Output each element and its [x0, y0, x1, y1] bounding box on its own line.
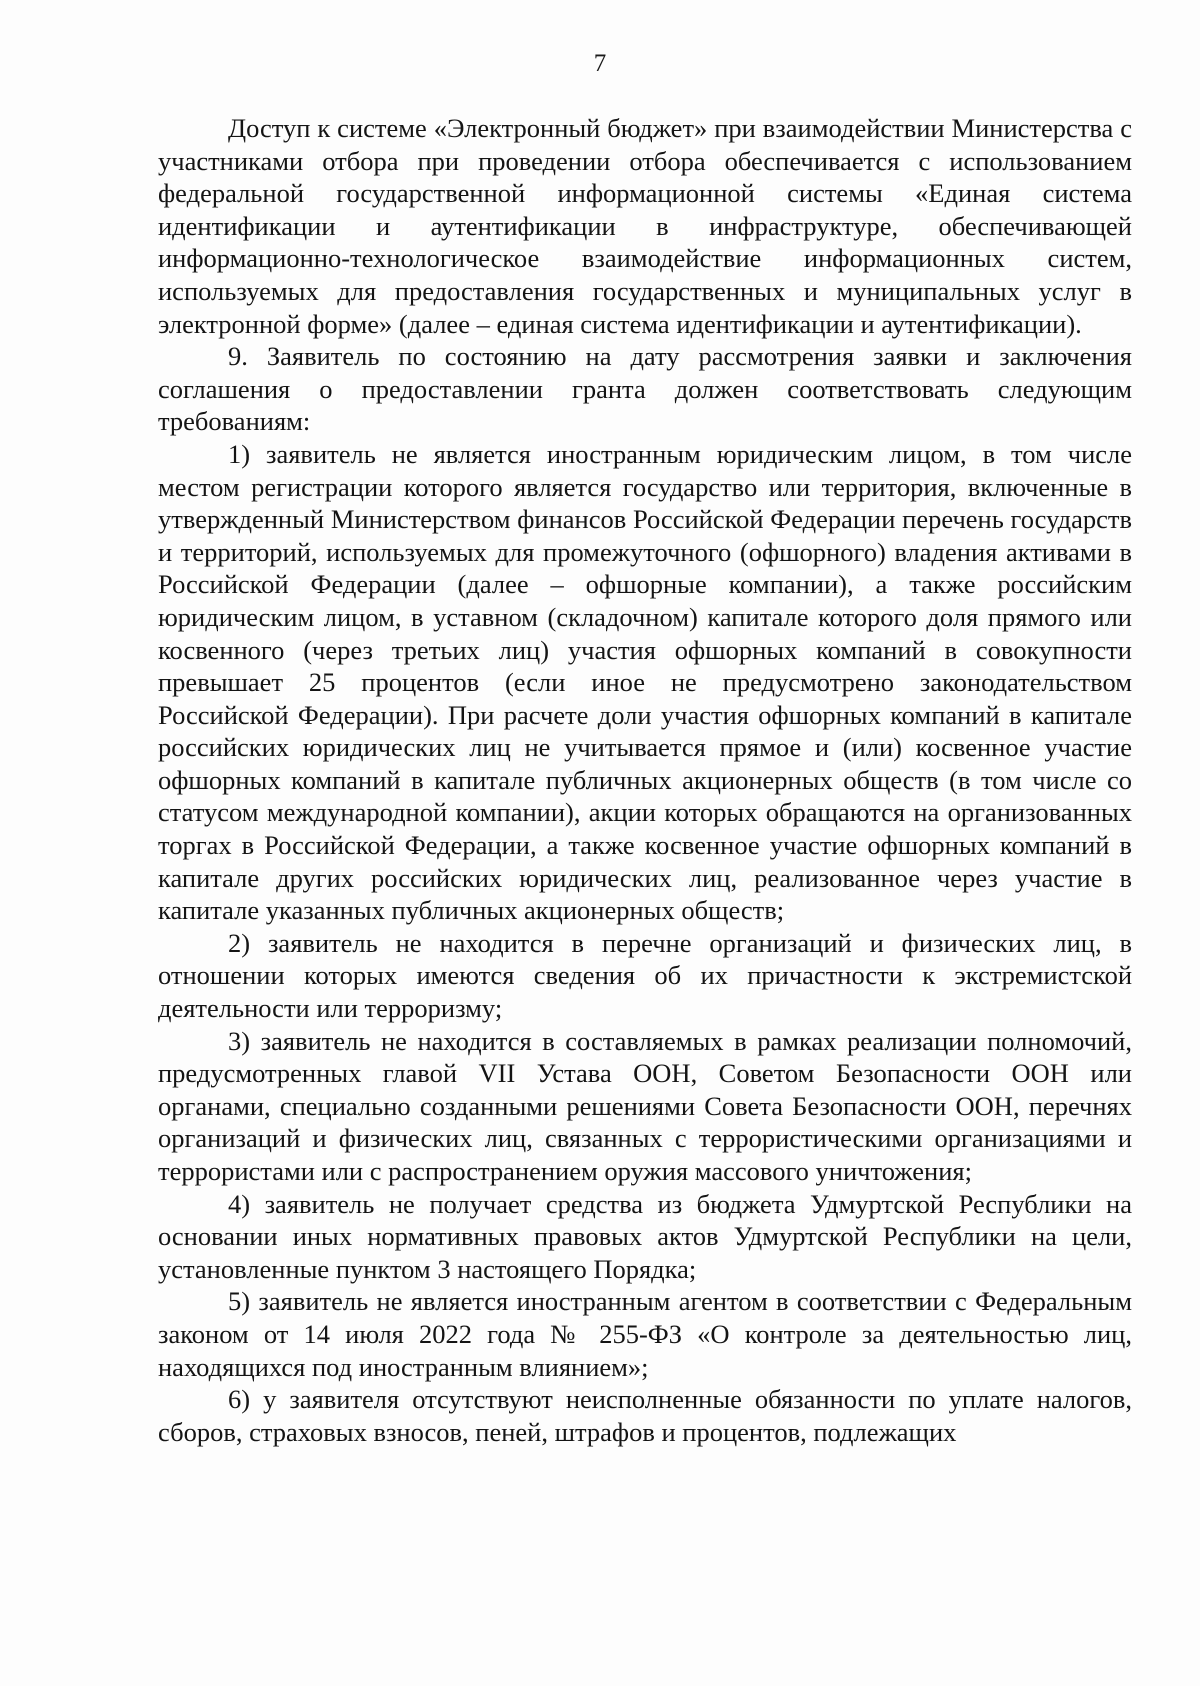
paragraph-clause-9: 9. Заявитель по состоянию на дату рассмотрения заявки и заключения соглашения о предоставлении гранта должен соответствовать следующим требованиям: [158, 341, 1132, 437]
paragraph-clause-9-3: 3) заявитель не находится в составляемых в рамках реализации полномочий, предусмотренных главой VII Устава ООН, Советом Безопасности ООН или органами, специально созданными решениями Совета Безопасности ООН, перечнях организаций и физических лиц, связанных с террористическими организациями и террористами или с распространением оружия массового уничтожения; [158, 1025, 1132, 1186]
paragraph-clause-9-6: 6) у заявителя отсутствуют неисполненные обязанности по уплате налогов, сборов, страховых взносов, пеней, штрафов и процентов, подлежащих [158, 1384, 1132, 1447]
paragraph-access-e-budget: Доступ к системе «Электронный бюджет» при взаимодействии Министерства с участниками отбора при проведении отбора обеспечивается с использованием федеральной государственной информационной системы «Единая система идентификации и аутентификации в инфраструктуре, обеспечивающей информационно-технологическое взаимодействие информационных систем, используемых для предоставления государственных и муниципальных услуг в электронной форме» (далее – единая система идентификации и аутентификации). [158, 113, 1132, 339]
paragraph-clause-9-4: 4) заявитель не получает средства из бюджета Удмуртской Республики на основании иных нормативных правовых актов Удмуртской Республики на цели, установленные пунктом 3 настоящего Порядка; [158, 1188, 1132, 1284]
paragraph-clause-9-2: 2) заявитель не находится в перечне организаций и физических лиц, в отношении которых имеются сведения об их причастности к экстремистской деятельности или терроризму; [158, 927, 1132, 1024]
page-number: 7 [593, 50, 607, 77]
paragraph-clause-9-5: 5) заявитель не является иностранным агентом в соответствии с Федеральным законом от 14 июля 2022 года № 255-ФЗ «О контроле за деятельностью лиц, находящихся под иностранным влиянием»; [158, 1286, 1132, 1382]
paragraph-clause-9-1: 1) заявитель не является иностранным юридическим лицом, в том числе местом регистрации которого является государство или территория, включенные в утвержденный Министерством финансов Российской Федерации перечень государств и территорий, используемых для промежуточного (офшорного) владения активами в Российской Федерации (далее – офшорные компании), а также российским юридическим лицом, в уставном (складочном) капитале которого доля прямого или косвенного (через третьих лиц) участия офшорных компаний в совокупности превышает 25 процентов (если иное не предусмотрено законодательством Российской Федерации). При расчете доли участия офшорных компаний в капитале российских юридических лиц не учитывается прямое и (или) косвенное участие офшорных компаний в капитале публичных акционерных обществ (в том числе со статусом международной компании), акции которых обращаются на организованных торгах в Российской Федерации, а также косвенное участие офшорных компаний в капитале других российских юридических лиц, реализованное через участие в капитале указанных публичных акционерных обществ; [158, 438, 1132, 926]
document-body [158, 112, 1132, 1448]
